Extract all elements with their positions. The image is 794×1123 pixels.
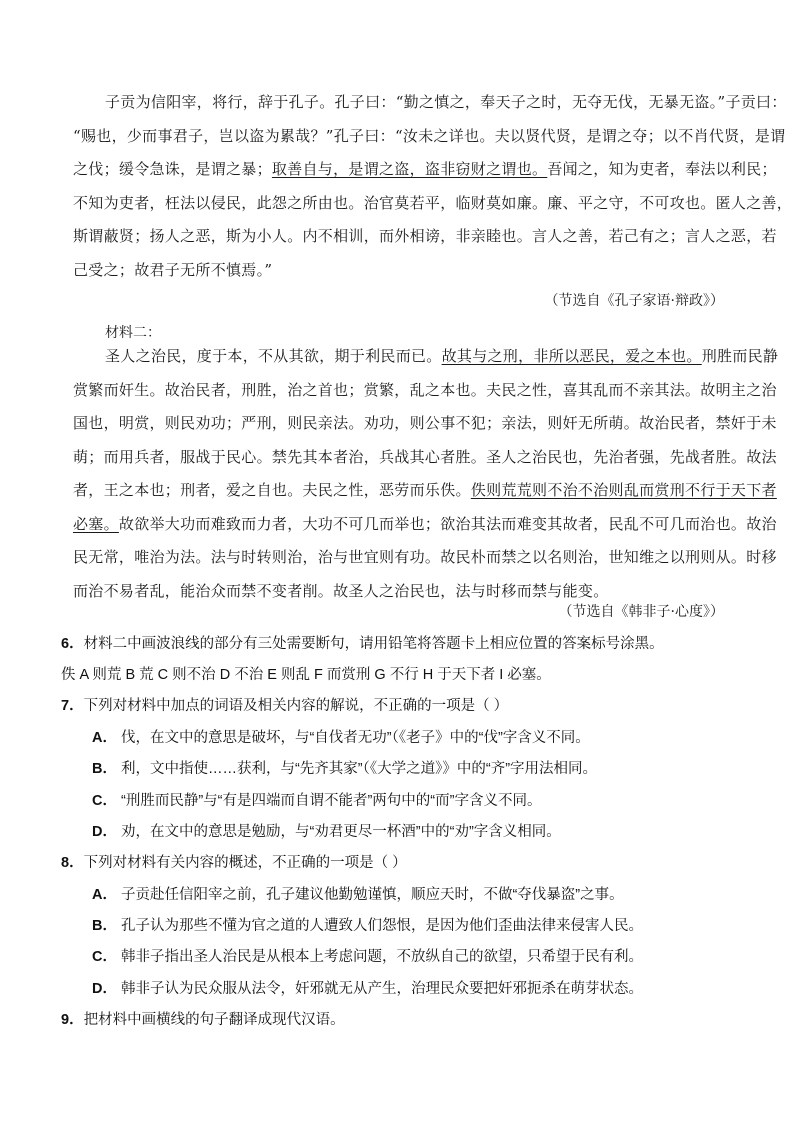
passage-line: 子贡为信阳宰，将行，辞于孔子。孔子曰：“勤之慎之，奉天子之时，无夺无伐，无暴无盗。”子贡曰：	[105, 93, 787, 111]
option-text: 劝，在文中的意思是勉励，与“劝君更尽一杯酒”中的“劝”字含义相同。	[120, 824, 561, 840]
question-text: 下列对材料有关内容的概述，不正确的一项是（ ）	[83, 855, 407, 871]
option-letter: A．	[92, 730, 117, 746]
option-d	[92, 820, 561, 841]
wavy-underlined-sentence: 佚则荒荒则不治不治则乱而赏刑不行于天下者	[470, 481, 777, 499]
question-7	[61, 694, 508, 715]
passage-line	[73, 347, 779, 382]
wavy-underlined-sentence: 必塞。	[73, 514, 119, 533]
option-text: “刑胜而民静”与“有是四端而自谓不能者”两句中的“而”字含义不同。	[120, 793, 542, 809]
source-citation: （节选自《韩非子·心度》）	[558, 604, 724, 620]
option-c	[92, 945, 643, 966]
option-letter: C．	[92, 949, 117, 965]
question-6	[61, 632, 664, 653]
question-number: 6．	[61, 636, 84, 652]
option-letter: D．	[92, 981, 117, 997]
passage-text: 故欲举大功而难致而力者，大功不可几而举也；欲治其法而难变其故者，民乱不可几而治也。故治	[118, 514, 777, 533]
option-letter: D．	[92, 824, 117, 840]
option-text: 伐，在文中的意思是破坏，与“自伐者无功”（《老子》中的“伐”字含义不同。	[120, 730, 590, 746]
question-text: 材料二中画波浪线的部分有三处需要断句，请用铅笔将答题卡上相应位置的答案标号涂黑。	[83, 636, 664, 652]
material-two-passage	[73, 347, 779, 616]
passage-text: 者，王之本也；刑者，爱之自也。夫民之性，恶劳而乐佚。	[73, 481, 471, 499]
source-citation: （节选自《孔子家语·辩政》）	[544, 293, 724, 309]
option-text: 韩非子指出圣人治民是从根本上考虑问题，不放纵自己的欲望，只希望于民有利。	[120, 949, 643, 965]
option-text: 利，文中指使……获利，与“先齐其家”（《大学之道》》中的“齐”字用法相同。	[120, 761, 598, 777]
passage-line	[73, 514, 777, 550]
passage-line	[73, 160, 777, 195]
passage-text: 之伐；缓令急诛，是谓之暴；	[73, 160, 272, 179]
option-letter: B．	[92, 918, 117, 934]
question-6-options: 佚 A 则荒 B 荒 C 则不治 D 不治 E 则乱 F 而赏刑 G 不行 H 于天下者 I 必塞。	[61, 667, 551, 683]
option-letter: C．	[92, 793, 117, 809]
option-c	[92, 789, 541, 810]
material-one-passage	[73, 93, 793, 296]
underlined-sentence: 取善自与，是谓之盗，盗非窃财之谓也。	[271, 160, 548, 179]
option-a	[92, 883, 624, 904]
passage-line: “赐也，少而事君子，岂以盗为累哉？”孔子曰：“汝未之详也。夫以贤代贤，是谓之夺；以不肖代贤，是谓	[73, 126, 786, 145]
passage-line: 国也，明赏，则民劝功；严刑，则民亲法。劝功，则公事不犯；亲法，则奸无所萌。故治民者，禁奸于未	[73, 414, 777, 432]
option-text: 孔子认为那些不懂为官之道的人遭致人们怨恨，是因为他们歪曲法律来侵害人民。	[120, 918, 643, 934]
passage-line: 萌；而用兵者，服战于民心。禁先其本者治，兵战其心者胜。圣人之治民也，先治者强，先战者胜。故法	[73, 447, 777, 466]
passage-text: 吾闻之，知为吏者，奉法以利民；	[547, 160, 777, 179]
question-9	[61, 1008, 345, 1029]
option-a	[92, 726, 590, 747]
question-number: 7．	[61, 698, 84, 714]
passage-line: 而治不易者乱，能治众而禁不变者削。故圣人之治民也，法与时移而禁与能变。	[73, 581, 609, 600]
option-letter: B．	[92, 761, 117, 777]
question-number: 8．	[61, 855, 84, 871]
question-text: 把材料中画横线的句子翻译成现代汉语。	[83, 1012, 345, 1028]
option-b	[92, 914, 643, 935]
underlined-sentence: 故其与之刑，非所以恶民，爱之本也。	[441, 347, 702, 365]
material-two-label: 材料二：	[105, 325, 161, 341]
passage-text: 刑胜而民静	[701, 347, 779, 365]
option-text: 韩非子认为民众服从法令，奸邪就无从产生，治理民众要把奸邪扼杀在萌芽状态。	[120, 981, 643, 997]
passage-line: 民无常，唯治为法。法与时转则治，治与世宜则有功。故民朴而禁之以名则治，世知维之以刑则从。时移	[73, 548, 777, 566]
passage-line: 不知为吏者，枉法以侵民，此怨之所由也。治官莫若平，临财莫如廉。廉、平之守，不可攻也。匿人之善，	[73, 193, 793, 212]
passage-line	[73, 481, 777, 516]
option-text: 子贡赴任信阳宰之前，孔子建议他勤勉谨慎，顺应天时，不做“夺伐暴盗”之事。	[120, 887, 624, 903]
question-number: 9．	[61, 1012, 84, 1028]
passage-line: 赏繁而奸生。故治民者，刑胜，治之首也；赏繁，乱之本也。夫民之性，喜其乱而不亲其法。故明主之治	[73, 380, 777, 399]
option-letter: A．	[92, 887, 117, 903]
question-8	[61, 851, 407, 872]
passage-text: 圣人之治民，度于本，不从其欲，期于利民而已。	[105, 347, 442, 365]
option-b	[92, 757, 597, 778]
option-d	[92, 977, 643, 998]
passage-line: 己受之；故君子无所不慎焉。”	[73, 260, 273, 279]
question-text: 下列对材料中加点的词语及相关内容的解说，不正确的一项是（ ）	[83, 698, 509, 714]
passage-line: 斯谓蔽贤；扬人之恶，斯为小人。内不相训，而外相谤，非亲睦也。言人之善，若己有之；言人之恶，若	[73, 227, 777, 246]
